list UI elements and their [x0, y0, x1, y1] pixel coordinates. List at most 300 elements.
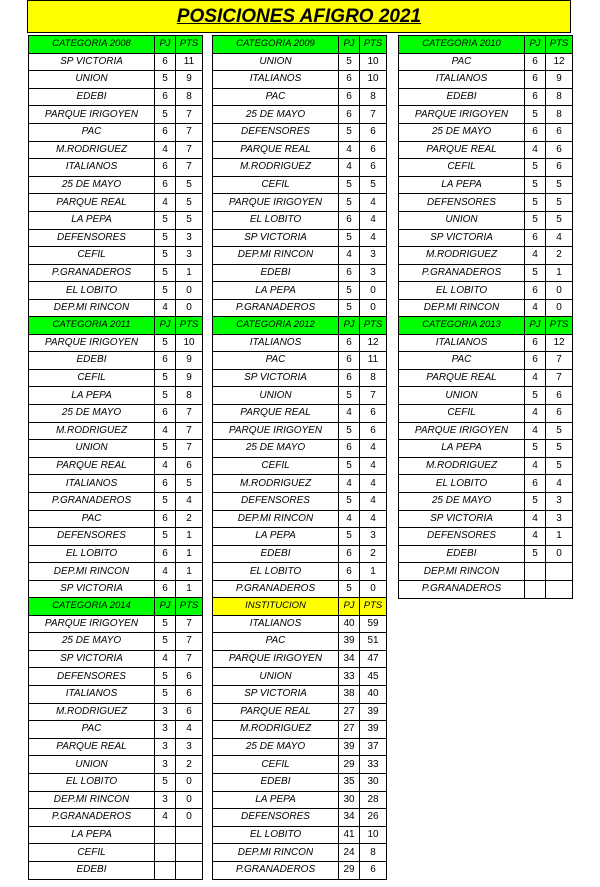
games-played: 5: [525, 176, 546, 194]
points: 2: [176, 756, 203, 774]
team-name: SP VICTORIA: [399, 229, 525, 247]
points: 8: [360, 369, 387, 387]
points: 8: [176, 88, 203, 106]
games-played: 6: [525, 88, 546, 106]
points: 30: [360, 773, 387, 791]
points: 5: [546, 176, 573, 194]
team-name: PAC: [399, 53, 525, 71]
table-categoria-2014: [28, 597, 202, 880]
games-played: 39: [339, 738, 360, 756]
points: 39: [360, 721, 387, 739]
points: 5: [546, 422, 573, 440]
points: 6: [360, 123, 387, 141]
games-played: 27: [339, 703, 360, 721]
games-played: 5: [525, 545, 546, 563]
table-row: [29, 404, 203, 422]
games-played: 5: [525, 211, 546, 229]
team-name: EDEBI: [29, 88, 155, 106]
games-played: 4: [155, 457, 176, 475]
table-row: [399, 457, 573, 475]
games-played: 4: [339, 404, 360, 422]
table-row: [213, 159, 387, 177]
games-played: 29: [339, 861, 360, 879]
table-row: [29, 282, 203, 300]
games-played: 5: [339, 387, 360, 405]
table-categoria-2012: [212, 316, 386, 599]
points: 0: [176, 299, 203, 317]
table-row: [213, 826, 387, 844]
games-played: 5: [155, 247, 176, 265]
table-row: [213, 264, 387, 282]
points: 4: [360, 510, 387, 528]
points: 1: [176, 580, 203, 598]
standings-table: [212, 316, 387, 599]
team-name: LA PEPA: [29, 211, 155, 229]
header-pj: PJ: [155, 598, 176, 616]
team-name: PAC: [213, 352, 339, 370]
points: 4: [360, 492, 387, 510]
points: 5: [176, 475, 203, 493]
team-name: PARQUE REAL: [29, 194, 155, 212]
table-row: [399, 510, 573, 528]
games-played: 5: [155, 71, 176, 89]
header-category: CATEGORIA 2011: [29, 317, 155, 335]
games-played: 5: [525, 106, 546, 124]
header-category: CATEGORIA 2009: [213, 36, 339, 54]
team-name: P.GRANADEROS: [213, 580, 339, 598]
team-name: SP VICTORIA: [29, 53, 155, 71]
points: 33: [360, 756, 387, 774]
games-played: 24: [339, 844, 360, 862]
team-name: M.RODRIGUEZ: [399, 247, 525, 265]
points: 6: [546, 141, 573, 159]
points: 7: [176, 650, 203, 668]
games-played: 4: [155, 563, 176, 581]
points: 6: [546, 159, 573, 177]
games-played: 6: [155, 88, 176, 106]
team-name: EL LOBITO: [399, 282, 525, 300]
table-row: [29, 721, 203, 739]
games-played: 6: [339, 211, 360, 229]
games-played: 6: [525, 53, 546, 71]
points: 9: [546, 71, 573, 89]
table-row: [213, 510, 387, 528]
games-played: 3: [155, 791, 176, 809]
header-pts: PTS: [546, 36, 573, 54]
games-played: 5: [339, 123, 360, 141]
table-row: [399, 580, 573, 598]
points: 4: [176, 492, 203, 510]
games-played: 6: [525, 282, 546, 300]
table-row: [29, 352, 203, 370]
games-played: 5: [525, 492, 546, 510]
header-category: CATEGORIA 2010: [399, 36, 525, 54]
points: 3: [360, 247, 387, 265]
games-played: 5: [155, 615, 176, 633]
table-row: [213, 53, 387, 71]
team-name: SP VICTORIA: [213, 229, 339, 247]
header-category: CATEGORIA 2013: [399, 317, 525, 335]
points: 47: [360, 650, 387, 668]
games-played: 4: [525, 369, 546, 387]
team-name: ITALIANOS: [29, 475, 155, 493]
table-row: [213, 861, 387, 879]
points: [546, 580, 573, 598]
table-row: [29, 369, 203, 387]
team-name: PARQUE IRIGOYEN: [399, 106, 525, 124]
table-row: [29, 159, 203, 177]
table-row: [399, 159, 573, 177]
table-header-row: [29, 598, 203, 616]
points: 11: [360, 352, 387, 370]
points: 2: [176, 510, 203, 528]
points: 6: [360, 404, 387, 422]
team-name: DEFENSORES: [29, 528, 155, 546]
team-name: P.GRANADEROS: [29, 492, 155, 510]
team-name: DEP.MI RINCON: [29, 563, 155, 581]
team-name: PARQUE REAL: [213, 404, 339, 422]
games-played: 5: [155, 685, 176, 703]
games-played: 5: [155, 334, 176, 352]
points: 6: [546, 123, 573, 141]
points: [176, 861, 203, 879]
team-name: LA PEPA: [29, 387, 155, 405]
points: 4: [360, 440, 387, 458]
points: 0: [546, 545, 573, 563]
team-name: DEFENSORES: [399, 528, 525, 546]
points: 12: [360, 334, 387, 352]
team-name: EDEBI: [213, 773, 339, 791]
team-name: EL LOBITO: [213, 211, 339, 229]
points: 4: [360, 229, 387, 247]
header-pj: PJ: [339, 317, 360, 335]
games-played: 33: [339, 668, 360, 686]
table-row: [29, 247, 203, 265]
points: 5: [176, 211, 203, 229]
team-name: SP VICTORIA: [213, 685, 339, 703]
team-name: ITALIANOS: [213, 615, 339, 633]
team-name: EL LOBITO: [29, 545, 155, 563]
points: [546, 563, 573, 581]
table-row: [29, 773, 203, 791]
table-row: [399, 440, 573, 458]
team-name: M.RODRIGUEZ: [29, 141, 155, 159]
points: 12: [546, 53, 573, 71]
team-name: PARQUE IRIGOYEN: [29, 615, 155, 633]
points: 10: [176, 334, 203, 352]
points: 5: [546, 457, 573, 475]
games-played: [155, 826, 176, 844]
points: 0: [176, 282, 203, 300]
games-played: 6: [155, 404, 176, 422]
points: 8: [360, 844, 387, 862]
team-name: DEFENSORES: [213, 492, 339, 510]
points: 0: [360, 282, 387, 300]
table-row: [29, 299, 203, 317]
games-played: 4: [525, 528, 546, 546]
table-row: [213, 809, 387, 827]
points: 1: [176, 563, 203, 581]
games-played: 5: [339, 422, 360, 440]
table-row: [399, 211, 573, 229]
table-row: [29, 123, 203, 141]
table-row: [399, 176, 573, 194]
table-row: [399, 563, 573, 581]
points: [176, 826, 203, 844]
points: 7: [176, 440, 203, 458]
table-row: [29, 650, 203, 668]
table-row: [399, 247, 573, 265]
table-row: [213, 229, 387, 247]
header-pts: PTS: [360, 36, 387, 54]
points: 4: [360, 475, 387, 493]
table-row: [399, 299, 573, 317]
table-row: [213, 440, 387, 458]
team-name: M.RODRIGUEZ: [213, 475, 339, 493]
table-row: [399, 475, 573, 493]
team-name: DEP.MI RINCON: [399, 563, 525, 581]
table-row: [213, 773, 387, 791]
games-played: 5: [155, 264, 176, 282]
table-header-row: [29, 317, 203, 335]
team-name: UNION: [213, 53, 339, 71]
points: 0: [546, 299, 573, 317]
table-row: [29, 510, 203, 528]
table-row: [213, 387, 387, 405]
games-played: 3: [155, 756, 176, 774]
team-name: CEFIL: [29, 369, 155, 387]
games-played: 6: [525, 475, 546, 493]
points: 10: [360, 53, 387, 71]
table-row: [29, 528, 203, 546]
games-played: 6: [155, 580, 176, 598]
points: 7: [176, 633, 203, 651]
points: 11: [176, 53, 203, 71]
table-row: [399, 422, 573, 440]
team-name: M.RODRIGUEZ: [29, 703, 155, 721]
points: 0: [176, 791, 203, 809]
team-name: 25 DE MAYO: [399, 123, 525, 141]
games-played: 38: [339, 685, 360, 703]
table-row: [213, 791, 387, 809]
games-played: 6: [339, 545, 360, 563]
games-played: 4: [525, 299, 546, 317]
games-played: 6: [339, 106, 360, 124]
team-name: UNION: [399, 387, 525, 405]
table-row: [399, 528, 573, 546]
table-row: [213, 71, 387, 89]
table-row: [29, 809, 203, 827]
games-played: 6: [339, 563, 360, 581]
points: 6: [360, 141, 387, 159]
table-row: [29, 88, 203, 106]
points: 5: [360, 176, 387, 194]
table-row: [29, 229, 203, 247]
points: 12: [546, 334, 573, 352]
games-played: 5: [155, 440, 176, 458]
table-row: [29, 71, 203, 89]
table-row: [399, 53, 573, 71]
header-category: CATEGORIA 2012: [213, 317, 339, 335]
team-name: SP VICTORIA: [29, 650, 155, 668]
table-categoria-2013: [398, 316, 572, 599]
team-name: EL LOBITO: [213, 826, 339, 844]
points: 8: [360, 88, 387, 106]
team-name: LA PEPA: [213, 528, 339, 546]
team-name: PARQUE REAL: [29, 738, 155, 756]
games-played: 4: [525, 247, 546, 265]
points: 0: [176, 809, 203, 827]
games-played: 41: [339, 826, 360, 844]
table-row: [29, 194, 203, 212]
points: 9: [176, 71, 203, 89]
points: 6: [176, 668, 203, 686]
games-played: 40: [339, 615, 360, 633]
table-institucion: [212, 597, 386, 880]
points: 0: [360, 299, 387, 317]
table-row: [29, 738, 203, 756]
games-played: 5: [155, 211, 176, 229]
games-played: 4: [339, 247, 360, 265]
team-name: PARQUE REAL: [399, 141, 525, 159]
team-name: M.RODRIGUEZ: [29, 422, 155, 440]
games-played: 30: [339, 791, 360, 809]
games-played: 6: [339, 352, 360, 370]
games-played: 6: [525, 352, 546, 370]
games-played: 6: [155, 53, 176, 71]
games-played: 6: [339, 334, 360, 352]
table-row: [29, 264, 203, 282]
games-played: 4: [525, 457, 546, 475]
points: 1: [176, 545, 203, 563]
points: 3: [360, 528, 387, 546]
team-name: 25 DE MAYO: [29, 404, 155, 422]
points: 9: [176, 352, 203, 370]
standings-table: [398, 35, 573, 318]
team-name: PARQUE REAL: [29, 457, 155, 475]
team-name: M.RODRIGUEZ: [213, 721, 339, 739]
table-categoria-2009: [212, 35, 386, 318]
games-played: 3: [155, 703, 176, 721]
table-categoria-2008: [28, 35, 202, 318]
table-row: [29, 861, 203, 879]
table-row: [29, 791, 203, 809]
team-name: P.GRANADEROS: [213, 861, 339, 879]
team-name: PAC: [399, 352, 525, 370]
table-row: [213, 650, 387, 668]
points: 4: [546, 475, 573, 493]
games-played: 5: [155, 229, 176, 247]
table-row: [213, 545, 387, 563]
table-row: [213, 282, 387, 300]
games-played: 5: [339, 282, 360, 300]
team-name: 25 DE MAYO: [29, 176, 155, 194]
header-pj: PJ: [525, 36, 546, 54]
team-name: 25 DE MAYO: [399, 492, 525, 510]
games-played: 4: [339, 510, 360, 528]
table-row: [29, 826, 203, 844]
games-played: 3: [155, 721, 176, 739]
points: 5: [546, 440, 573, 458]
team-name: UNION: [213, 668, 339, 686]
points: 3: [176, 247, 203, 265]
table-row: [399, 88, 573, 106]
standings-table: [398, 316, 573, 599]
table-row: [399, 352, 573, 370]
games-played: 6: [525, 123, 546, 141]
games-played: 6: [339, 369, 360, 387]
points: 7: [176, 141, 203, 159]
games-played: 5: [339, 176, 360, 194]
table-row: [213, 194, 387, 212]
points: 1: [176, 528, 203, 546]
table-row: [213, 703, 387, 721]
team-name: 25 DE MAYO: [213, 106, 339, 124]
games-played: 6: [155, 545, 176, 563]
points: 1: [360, 563, 387, 581]
table-row: [213, 738, 387, 756]
team-name: CEFIL: [29, 844, 155, 862]
points: 8: [176, 387, 203, 405]
points: 40: [360, 685, 387, 703]
points: 0: [546, 282, 573, 300]
team-name: EDEBI: [29, 861, 155, 879]
team-name: ITALIANOS: [29, 685, 155, 703]
table-row: [29, 457, 203, 475]
games-played: 4: [525, 141, 546, 159]
team-name: CEFIL: [213, 457, 339, 475]
games-played: 6: [339, 88, 360, 106]
table-row: [29, 756, 203, 774]
table-row: [399, 123, 573, 141]
team-name: DEP.MI RINCON: [29, 791, 155, 809]
table-row: [213, 141, 387, 159]
team-name: EL LOBITO: [29, 773, 155, 791]
table-header-row: [213, 598, 387, 616]
games-played: 5: [155, 633, 176, 651]
points: 9: [176, 369, 203, 387]
points: 5: [176, 194, 203, 212]
team-name: UNION: [213, 387, 339, 405]
games-played: 5: [155, 369, 176, 387]
team-name: CEFIL: [399, 404, 525, 422]
team-name: PARQUE REAL: [213, 141, 339, 159]
table-row: [213, 475, 387, 493]
team-name: LA PEPA: [213, 282, 339, 300]
table-row: [399, 282, 573, 300]
table-header-row: [213, 317, 387, 335]
table-row: [399, 492, 573, 510]
points: 6: [176, 703, 203, 721]
points: 7: [176, 422, 203, 440]
team-name: 25 DE MAYO: [213, 738, 339, 756]
table-row: [29, 668, 203, 686]
table-row: [213, 299, 387, 317]
table-row: [399, 334, 573, 352]
games-played: 6: [155, 475, 176, 493]
games-played: 4: [339, 475, 360, 493]
games-played: 5: [339, 457, 360, 475]
team-name: DEP.MI RINCON: [213, 247, 339, 265]
table-row: [213, 422, 387, 440]
table-row: [213, 247, 387, 265]
points: 7: [176, 159, 203, 177]
table-row: [399, 545, 573, 563]
points: 5: [546, 211, 573, 229]
team-name: DEP.MI RINCON: [29, 299, 155, 317]
table-row: [399, 141, 573, 159]
team-name: PARQUE IRIGOYEN: [399, 422, 525, 440]
